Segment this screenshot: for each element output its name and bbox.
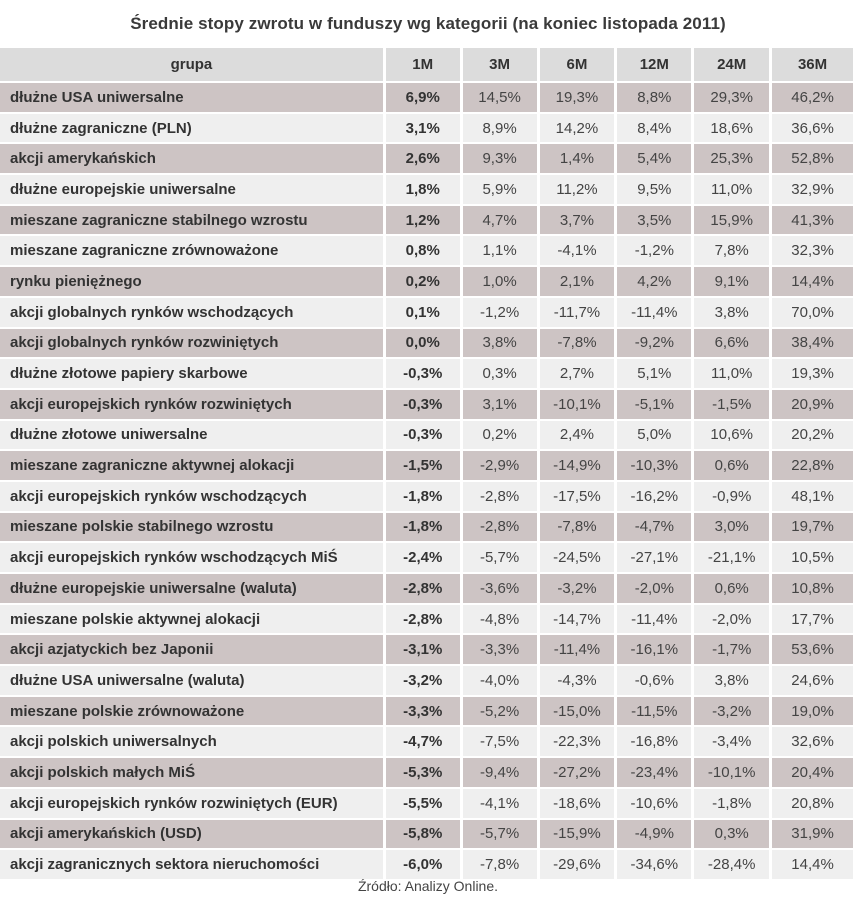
return-cell-6m: -11,4% — [540, 635, 615, 664]
category-name-cell: mieszane zagraniczne stabilnego wzrostu — [0, 206, 383, 235]
return-cell-6m: -7,8% — [540, 329, 615, 358]
table-row — [0, 329, 853, 358]
return-cell-24m: -10,1% — [694, 758, 769, 787]
return-cell-24m: -28,4% — [694, 850, 769, 879]
return-cell-6m: -15,9% — [540, 820, 615, 849]
column-header-36m: 36M — [772, 48, 853, 81]
return-cell-1m: -5,5% — [386, 789, 460, 818]
return-cell-12m: 8,8% — [617, 83, 691, 112]
table-row — [0, 789, 853, 818]
return-cell-3m: -7,8% — [463, 850, 537, 879]
return-cell-12m: -0,6% — [617, 666, 691, 695]
return-cell-12m: -5,1% — [617, 390, 691, 419]
return-cell-36m: 53,6% — [772, 635, 853, 664]
return-cell-6m: -22,3% — [540, 727, 615, 756]
return-cell-12m: -9,2% — [617, 329, 691, 358]
return-cell-24m: 0,6% — [694, 574, 769, 603]
return-cell-24m: 0,3% — [694, 820, 769, 849]
return-cell-36m: 32,9% — [772, 175, 853, 204]
return-cell-36m: 14,4% — [772, 850, 853, 879]
return-cell-1m: 0,2% — [386, 267, 460, 296]
return-cell-24m: 7,8% — [694, 236, 769, 265]
category-name-cell: akcji azjatyckich bez Japonii — [0, 635, 383, 664]
category-name-cell: rynku pieniężnego — [0, 267, 383, 296]
return-cell-12m: -16,2% — [617, 482, 691, 511]
return-cell-36m: 24,6% — [772, 666, 853, 695]
return-cell-6m: -4,1% — [540, 236, 615, 265]
return-cell-36m: 52,8% — [772, 144, 853, 173]
return-cell-3m: 9,3% — [463, 144, 537, 173]
return-cell-3m: 1,0% — [463, 267, 537, 296]
return-cell-6m: -24,5% — [540, 543, 615, 572]
category-name-cell: akcji amerykańskich (USD) — [0, 820, 383, 849]
return-cell-1m: -0,3% — [386, 421, 460, 450]
table-title: Średnie stopy zwrotu w funduszy wg kategorii (na koniec listopada 2011) — [130, 14, 726, 33]
return-cell-6m: 19,3% — [540, 83, 615, 112]
return-cell-12m: 4,2% — [617, 267, 691, 296]
table-row — [0, 543, 853, 572]
return-cell-24m: -3,4% — [694, 727, 769, 756]
return-cell-1m: -1,5% — [386, 451, 460, 480]
return-cell-1m: -3,3% — [386, 697, 460, 726]
return-cell-36m: 10,5% — [772, 543, 853, 572]
return-cell-12m: -1,2% — [617, 236, 691, 265]
return-cell-36m: 22,8% — [772, 451, 853, 480]
return-cell-36m: 46,2% — [772, 83, 853, 112]
return-cell-12m: 5,0% — [617, 421, 691, 450]
table-row — [0, 513, 853, 542]
return-cell-6m: 2,1% — [540, 267, 615, 296]
table-row — [0, 727, 853, 756]
return-cell-36m: 19,0% — [772, 697, 853, 726]
return-cell-1m: 1,2% — [386, 206, 460, 235]
return-cell-24m: 6,6% — [694, 329, 769, 358]
category-name-cell: akcji europejskich rynków rozwiniętych (EUR) — [0, 789, 383, 818]
return-cell-12m: 9,5% — [617, 175, 691, 204]
return-cell-6m: -4,3% — [540, 666, 615, 695]
return-cell-3m: -2,8% — [463, 482, 537, 511]
table-body — [0, 83, 853, 879]
table-row — [0, 359, 853, 388]
return-cell-6m: 2,7% — [540, 359, 615, 388]
return-cell-12m: -10,6% — [617, 789, 691, 818]
table-row — [0, 144, 853, 173]
category-name-cell: akcji globalnych rynków rozwiniętych — [0, 329, 383, 358]
category-name-cell: dłużne złotowe papiery skarbowe — [0, 359, 383, 388]
return-cell-24m: 3,0% — [694, 513, 769, 542]
return-cell-24m: 3,8% — [694, 298, 769, 327]
return-cell-24m: -1,5% — [694, 390, 769, 419]
category-name-cell: akcji europejskich rynków wschodzących — [0, 482, 383, 511]
return-cell-36m: 17,7% — [772, 605, 853, 634]
return-cell-36m: 41,3% — [772, 206, 853, 235]
category-name-cell: mieszane polskie zrównoważone — [0, 697, 383, 726]
return-cell-3m: 0,2% — [463, 421, 537, 450]
return-cell-3m: -2,9% — [463, 451, 537, 480]
table-row — [0, 175, 853, 204]
table-row — [0, 83, 853, 112]
return-cell-12m: 5,1% — [617, 359, 691, 388]
category-name-cell: mieszane zagraniczne aktywnej alokacji — [0, 451, 383, 480]
return-cell-24m: 18,6% — [694, 114, 769, 143]
return-cell-12m: -34,6% — [617, 850, 691, 879]
column-header-3m: 3M — [463, 48, 537, 81]
return-cell-6m: -14,7% — [540, 605, 615, 634]
return-cell-1m: -0,3% — [386, 390, 460, 419]
return-cell-1m: 2,6% — [386, 144, 460, 173]
table-row — [0, 114, 853, 143]
return-cell-3m: -7,5% — [463, 727, 537, 756]
return-cell-36m: 70,0% — [772, 298, 853, 327]
return-cell-1m: -6,0% — [386, 850, 460, 879]
return-cell-3m: 4,7% — [463, 206, 537, 235]
returns-table — [0, 46, 856, 881]
return-cell-3m: -5,2% — [463, 697, 537, 726]
return-cell-3m: -4,8% — [463, 605, 537, 634]
return-cell-24m: 25,3% — [694, 144, 769, 173]
return-cell-24m: -0,9% — [694, 482, 769, 511]
table-row — [0, 850, 853, 879]
table-row — [0, 421, 853, 450]
table-row — [0, 206, 853, 235]
return-cell-36m: 31,9% — [772, 820, 853, 849]
return-cell-12m: -11,4% — [617, 298, 691, 327]
return-cell-3m: 14,5% — [463, 83, 537, 112]
return-cell-12m: -4,9% — [617, 820, 691, 849]
return-cell-1m: -2,8% — [386, 605, 460, 634]
return-cell-12m: -10,3% — [617, 451, 691, 480]
return-cell-24m: -1,8% — [694, 789, 769, 818]
category-name-cell: mieszane zagraniczne zrównoważone — [0, 236, 383, 265]
return-cell-3m: -3,3% — [463, 635, 537, 664]
table-row — [0, 574, 853, 603]
return-cell-24m: 3,8% — [694, 666, 769, 695]
return-cell-6m: -14,9% — [540, 451, 615, 480]
table-row — [0, 635, 853, 664]
return-cell-3m: 8,9% — [463, 114, 537, 143]
category-name-cell: dłużne złotowe uniwersalne — [0, 421, 383, 450]
category-name-cell: akcji amerykańskich — [0, 144, 383, 173]
table-row — [0, 267, 853, 296]
return-cell-1m: 0,8% — [386, 236, 460, 265]
table-row — [0, 820, 853, 849]
return-cell-3m: 3,1% — [463, 390, 537, 419]
return-cell-12m: -16,1% — [617, 635, 691, 664]
return-cell-6m: -10,1% — [540, 390, 615, 419]
return-cell-36m: 19,7% — [772, 513, 853, 542]
category-name-cell: akcji polskich małych MiŚ — [0, 758, 383, 787]
return-cell-3m: -9,4% — [463, 758, 537, 787]
return-cell-6m: -7,8% — [540, 513, 615, 542]
category-name-cell: dłużne zagraniczne (PLN) — [0, 114, 383, 143]
table-row — [0, 758, 853, 787]
return-cell-12m: -27,1% — [617, 543, 691, 572]
return-cell-36m: 20,8% — [772, 789, 853, 818]
return-cell-36m: 19,3% — [772, 359, 853, 388]
return-cell-3m: -5,7% — [463, 820, 537, 849]
return-cell-6m: -29,6% — [540, 850, 615, 879]
return-cell-6m: -3,2% — [540, 574, 615, 603]
return-cell-24m: 29,3% — [694, 83, 769, 112]
return-cell-3m: -5,7% — [463, 543, 537, 572]
category-name-cell: akcji europejskich rynków rozwiniętych — [0, 390, 383, 419]
return-cell-1m: -1,8% — [386, 513, 460, 542]
return-cell-6m: 3,7% — [540, 206, 615, 235]
return-cell-1m: 0,1% — [386, 298, 460, 327]
table-row — [0, 605, 853, 634]
return-cell-36m: 20,4% — [772, 758, 853, 787]
table-row — [0, 666, 853, 695]
return-cell-3m: -4,0% — [463, 666, 537, 695]
return-cell-36m: 48,1% — [772, 482, 853, 511]
column-header-12m: 12M — [617, 48, 691, 81]
return-cell-12m: -11,4% — [617, 605, 691, 634]
return-cell-3m: 3,8% — [463, 329, 537, 358]
return-cell-1m: -5,3% — [386, 758, 460, 787]
return-cell-12m: -11,5% — [617, 697, 691, 726]
return-cell-1m: -3,2% — [386, 666, 460, 695]
category-name-cell: mieszane polskie stabilnego wzrostu — [0, 513, 383, 542]
table-row — [0, 390, 853, 419]
return-cell-36m: 32,6% — [772, 727, 853, 756]
return-cell-6m: 1,4% — [540, 144, 615, 173]
table-row — [0, 298, 853, 327]
return-cell-3m: 0,3% — [463, 359, 537, 388]
category-name-cell: akcji globalnych rynków wschodzących — [0, 298, 383, 327]
category-name-cell: akcji zagranicznych sektora nieruchomości — [0, 850, 383, 879]
return-cell-24m: 11,0% — [694, 175, 769, 204]
category-name-cell: mieszane polskie aktywnej alokacji — [0, 605, 383, 634]
return-cell-12m: 3,5% — [617, 206, 691, 235]
return-cell-1m: 3,1% — [386, 114, 460, 143]
return-cell-36m: 36,6% — [772, 114, 853, 143]
return-cell-24m: -3,2% — [694, 697, 769, 726]
return-cell-6m: -17,5% — [540, 482, 615, 511]
table-row — [0, 451, 853, 480]
return-cell-12m: -4,7% — [617, 513, 691, 542]
return-cell-6m: 11,2% — [540, 175, 615, 204]
column-header-group: grupa — [0, 48, 383, 81]
return-cell-1m: -2,8% — [386, 574, 460, 603]
return-cell-1m: -1,8% — [386, 482, 460, 511]
return-cell-24m: 15,9% — [694, 206, 769, 235]
return-cell-36m: 10,8% — [772, 574, 853, 603]
return-cell-36m: 38,4% — [772, 329, 853, 358]
return-cell-24m: 11,0% — [694, 359, 769, 388]
return-cell-3m: -3,6% — [463, 574, 537, 603]
return-cell-1m: -4,7% — [386, 727, 460, 756]
return-cell-24m: 9,1% — [694, 267, 769, 296]
return-cell-1m: -0,3% — [386, 359, 460, 388]
source-note: Źródło: Analizy Online. — [357, 878, 499, 894]
category-name-cell: akcji europejskich rynków wschodzących MiŚ — [0, 543, 383, 572]
column-header-1m: 1M — [386, 48, 460, 81]
return-cell-1m: -2,4% — [386, 543, 460, 572]
return-cell-6m: -15,0% — [540, 697, 615, 726]
return-cell-6m: -18,6% — [540, 789, 615, 818]
return-cell-24m: -21,1% — [694, 543, 769, 572]
return-cell-3m: -2,8% — [463, 513, 537, 542]
table-row — [0, 482, 853, 511]
column-header-6m: 6M — [540, 48, 615, 81]
return-cell-1m: 1,8% — [386, 175, 460, 204]
return-cell-1m: 6,9% — [386, 83, 460, 112]
category-name-cell: dłużne USA uniwersalne — [0, 83, 383, 112]
return-cell-36m: 20,9% — [772, 390, 853, 419]
return-cell-6m: 14,2% — [540, 114, 615, 143]
category-name-cell: dłużne europejskie uniwersalne — [0, 175, 383, 204]
category-name-cell: dłużne europejskie uniwersalne (waluta) — [0, 574, 383, 603]
return-cell-1m: -3,1% — [386, 635, 460, 664]
return-cell-3m: -1,2% — [463, 298, 537, 327]
return-cell-12m: 8,4% — [617, 114, 691, 143]
category-name-cell: dłużne USA uniwersalne (waluta) — [0, 666, 383, 695]
return-cell-6m: 2,4% — [540, 421, 615, 450]
return-cell-24m: -2,0% — [694, 605, 769, 634]
return-cell-12m: -16,8% — [617, 727, 691, 756]
return-cell-3m: 5,9% — [463, 175, 537, 204]
table-row — [0, 236, 853, 265]
return-cell-12m: -2,0% — [617, 574, 691, 603]
return-cell-36m: 32,3% — [772, 236, 853, 265]
return-cell-1m: 0,0% — [386, 329, 460, 358]
header-row — [0, 48, 853, 81]
return-cell-36m: 14,4% — [772, 267, 853, 296]
return-cell-6m: -11,7% — [540, 298, 615, 327]
table-row — [0, 697, 853, 726]
return-cell-1m: -5,8% — [386, 820, 460, 849]
return-cell-6m: -27,2% — [540, 758, 615, 787]
category-name-cell: akcji polskich uniwersalnych — [0, 727, 383, 756]
return-cell-12m: 5,4% — [617, 144, 691, 173]
return-cell-36m: 20,2% — [772, 421, 853, 450]
return-cell-3m: 1,1% — [463, 236, 537, 265]
return-cell-12m: -23,4% — [617, 758, 691, 787]
return-cell-24m: -1,7% — [694, 635, 769, 664]
column-header-24m: 24M — [694, 48, 769, 81]
return-cell-24m: 10,6% — [694, 421, 769, 450]
return-cell-3m: -4,1% — [463, 789, 537, 818]
return-cell-24m: 0,6% — [694, 451, 769, 480]
